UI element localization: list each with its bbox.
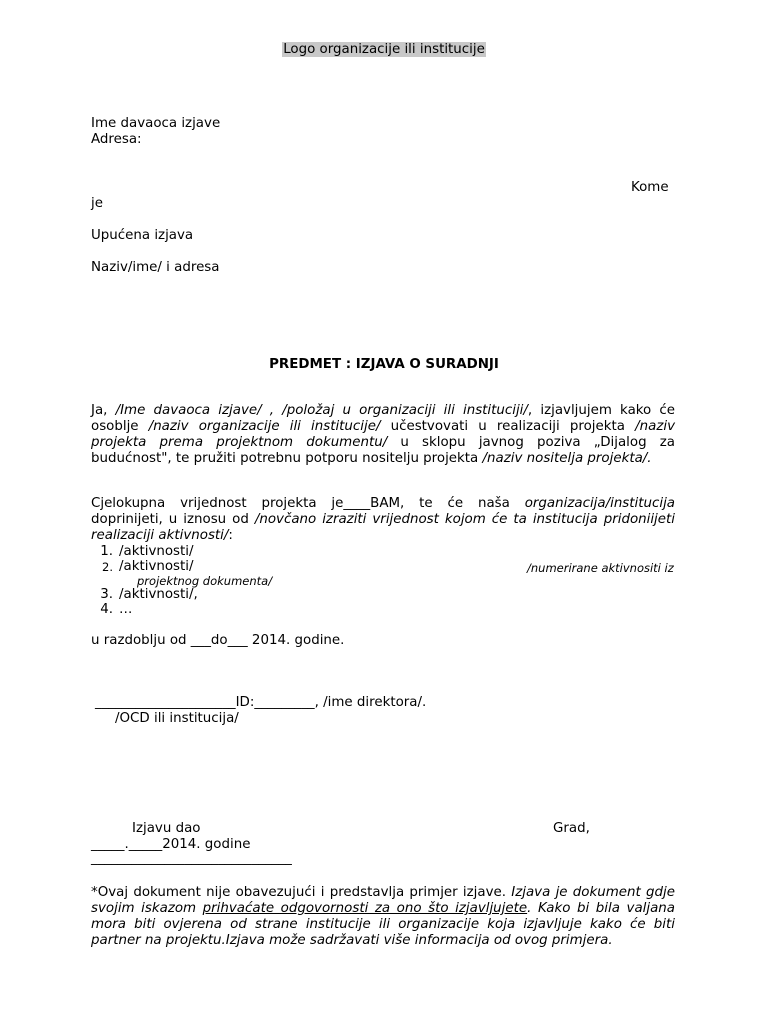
disclaimer-italic-2: . Kako bi bila valjana mora biti ovjerena od strane institucije ili organizacije koja izjavljuje kako će biti partner na projektu.Izjava može sadržavati više informacija od ovog primjera. — [91, 901, 676, 948]
paragraph-statement — [91, 403, 675, 467]
logo-text: Logo organizacije ili institucije — [283, 42, 485, 57]
para1-text-3: učestvovati u realizaciji projekta — [380, 419, 636, 434]
signature-line: _____________________ID:_________, /ime direktora/. — [95, 695, 427, 710]
paragraph-value — [91, 496, 675, 544]
list-note-1: /numerirane aktivnositi iz — [527, 561, 674, 575]
activity-list: 1. /aktivnosti/ 2. /aktivnosti/ /numerirane aktivnositi iz projektnog dokumenta/ 3. /aktivnosti/, 4. … — [100, 544, 674, 617]
address-label: Adresa: — [91, 132, 142, 147]
para1-italic-3: /naziv projekta prema projektnom dokumentu/ — [91, 419, 675, 450]
date-line: _____._____2014. godine — [91, 837, 251, 852]
document-title: PREDMET : IZJAVA O SURADNJI — [269, 357, 499, 372]
upucena-izjava: Upućena izjava — [91, 228, 194, 243]
para1-text-1: Ja, — [91, 403, 116, 418]
para1-italic-2: /naziv organizacije ili institucije/ — [148, 419, 381, 434]
recipient-address: Naziv/ime/ i adresa — [91, 260, 220, 275]
list-note-2: projektnog dokumenta/ — [137, 574, 273, 588]
para1-italic-4: /naziv nositelja projekta/. — [482, 451, 652, 466]
izjavu-dao-label: Izjavu dao — [132, 821, 201, 836]
giver-name: Ime davaoca izjave — [91, 116, 221, 131]
period-text: u razdoblju od ___do___ 2014. godine. — [91, 633, 345, 648]
para1-text-4: u sklopu javnog poziva „Dijalog za budućnost", te pružiti potrebnu potporu nositelju projekta — [91, 435, 675, 466]
para2-text-1: Cjelokupna vrijednost projekta je____BAM, te će naša — [91, 496, 525, 511]
grad-label: Grad, — [553, 821, 590, 836]
signature-org: /OCD ili institucija/ — [115, 711, 239, 726]
kome-text: Kome — [631, 180, 669, 195]
para1-text-2: , izjavljujem kako će osoblje — [91, 403, 676, 434]
je-text: je — [91, 196, 103, 211]
disclaimer-italic-1: Izjava je dokument gdje svojim iskazom — [91, 885, 675, 916]
para2-text-2: doprinijeti, u iznosu od — [91, 512, 255, 527]
para2-text-3: : — [228, 528, 233, 543]
disclaimer — [91, 885, 675, 949]
para1-italic-1: /Ime davaoca izjave/ , /položaj u organizaciji ili instituciji/ — [115, 403, 528, 418]
disclaimer-underline: prihvaćate odgovornosti za ono što izjavljujete — [202, 901, 528, 916]
disclaimer-text: *Ovaj dokument nije obavezujući i predstavlja primjer izjave. — [91, 885, 512, 900]
footer-rule: ______________________________ — [91, 851, 292, 866]
para2-italic-1: organizacija/institucija — [524, 496, 675, 511]
para2-italic-2: /novčano izraziti vrijednost kojom će ta institucija pridoniijeti realizaciji aktivnosti/ — [91, 512, 675, 543]
logo-placeholder — [0, 42, 768, 58]
